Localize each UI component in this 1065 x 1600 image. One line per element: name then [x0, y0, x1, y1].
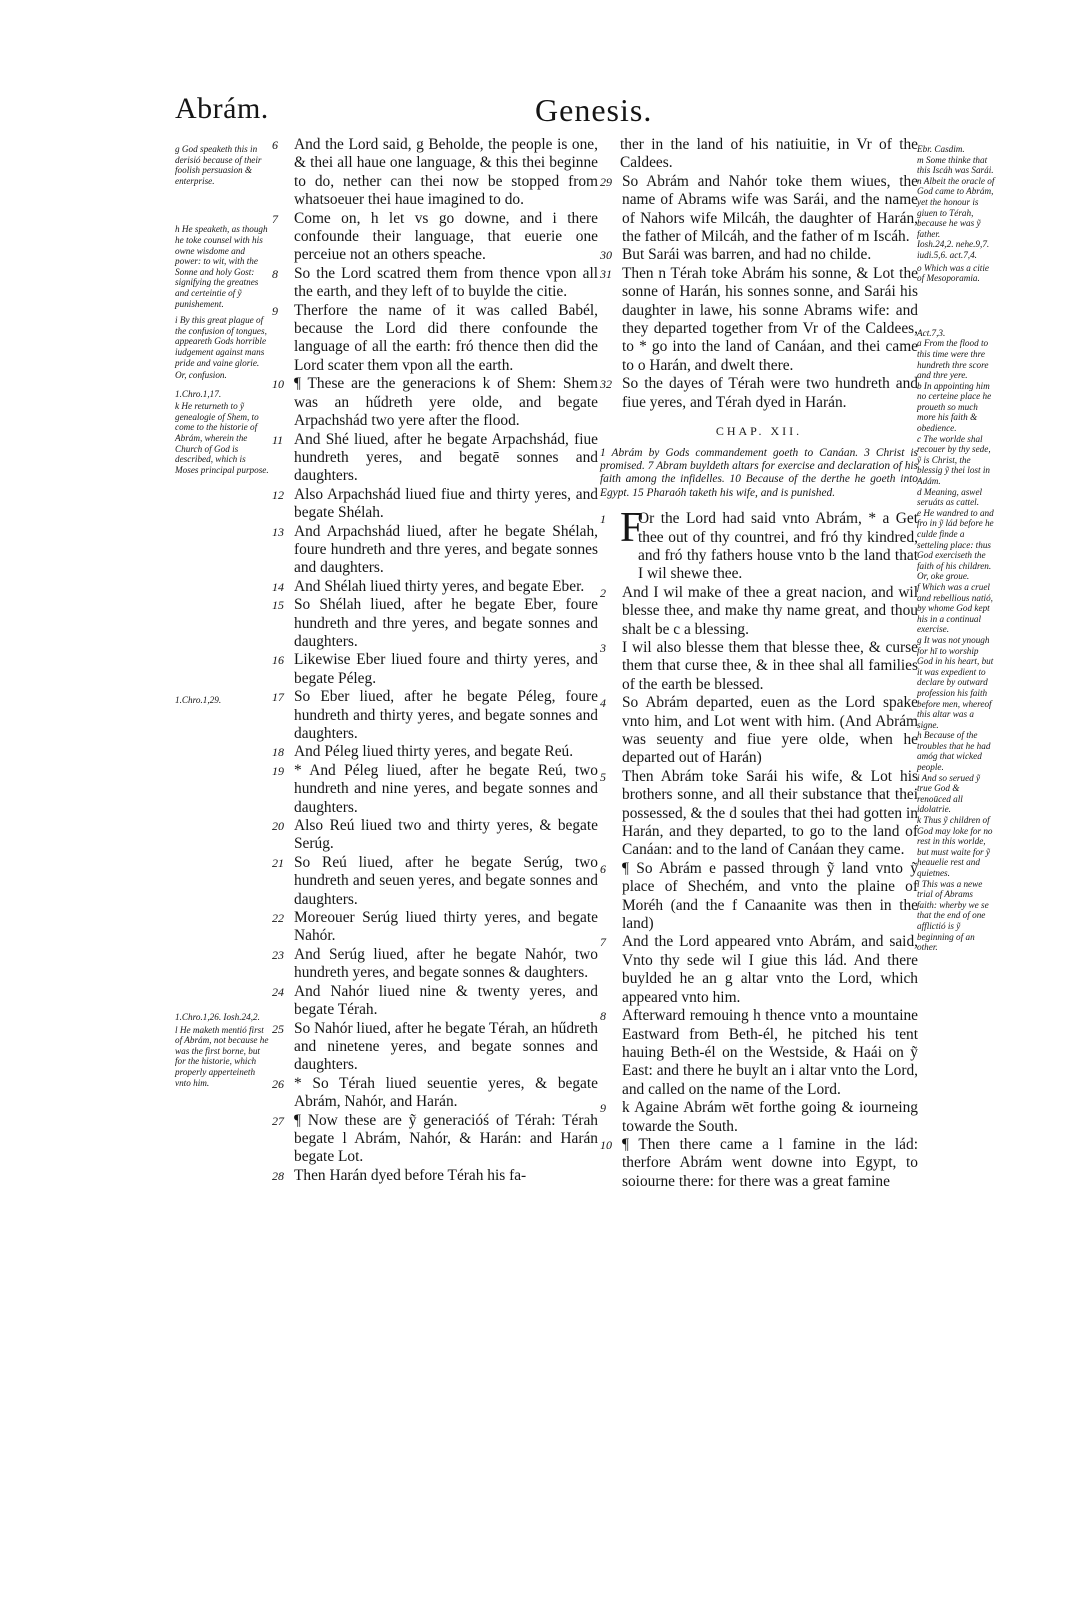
margin-note: c The worlde shal recouer by thy sede, ỹ is Christ, the blessig ỹ thei lost in Adám.: [917, 433, 991, 487]
verse: [272, 1167, 598, 1185]
verse: [272, 1112, 598, 1167]
margin-note: 1.Chro.1,26. Iosh.24,2.: [175, 1012, 260, 1023]
margin-note: 1.Chro.1,17.: [175, 388, 222, 399]
verse-number: 6: [600, 861, 606, 876]
margin-note: i And so serued ỹ true God & renoūced all idolatrie.: [917, 772, 981, 815]
verse: [272, 651, 598, 688]
verse: [600, 375, 918, 412]
verse-number: 4: [600, 696, 606, 711]
page-header: [175, 92, 995, 136]
verse-text: Then Harán dyed before Térah his fa-: [294, 1166, 527, 1184]
verse-number: 1: [600, 512, 606, 527]
verse-number: 10: [272, 377, 284, 392]
verse-text: * And Péleg liued, after he begate Reú, two hundreth and nine yeres, and begate sonnes and daughters.: [294, 761, 598, 816]
verse-text: I wil also blesse them that blesse thee, & curse them that curse thee, & in thee shal all families of the earth be blessed.: [622, 638, 918, 693]
verse-text: And the Lord appeared vnto Abrám, and said, Vnto thy sede wil I giue this lád. And there buylded he an g altar vnto the Lord, which appeared vnto him.: [622, 933, 918, 1006]
verse: [600, 265, 918, 375]
verse-number: 20: [272, 819, 284, 834]
verse-text: And Shé liued, after he begate Arpachshád, fiue hundreth yeres, and begatē sonnes and daughters.: [294, 430, 598, 485]
margin-note: n Albeit the oracle of God came to Abrám, yet the honour is giuen to Térah, because he was ỹ father.: [917, 175, 995, 239]
verse: [272, 946, 598, 983]
verse-number: 31: [600, 266, 612, 281]
verse: [272, 1020, 598, 1075]
verse: [272, 762, 598, 817]
verse-number: 30: [600, 248, 612, 263]
verse: [272, 302, 598, 376]
running-head: Abrám.: [175, 92, 269, 125]
margin-note: Or, confusion.: [175, 370, 227, 381]
verse: [272, 817, 598, 854]
verse-number: 8: [600, 1009, 606, 1024]
margin-note: Act.7,3.: [917, 327, 946, 338]
verse: [600, 933, 918, 1007]
verse-number: 9: [272, 303, 278, 318]
verse-text: Then n Térah toke Abrám his sonne, & Lot the sonne of Harán, his sonnes sonne, and Sarái his daughter in lawe, his sonne Abrams wife: and they departed together from Vr of the Caldees, to * go into the land of Canáan, and thei came to o Harán, and dwelt there.: [622, 264, 918, 374]
verse: [600, 860, 918, 934]
verse-number: 8: [272, 266, 278, 281]
verse-number: 21: [272, 855, 284, 870]
verse-number: 6: [272, 138, 278, 152]
verse-number: 17: [272, 690, 284, 705]
verse: [600, 1007, 918, 1099]
verse-number: 27: [272, 1113, 284, 1128]
margin-note: 1.Chro.1,29.: [175, 695, 222, 706]
verse-number: 24: [272, 984, 284, 999]
verse-number: 10: [600, 1137, 612, 1152]
verse: [272, 578, 598, 596]
verse-text: Moreouer Serúg liued thirty yeres, and begate Nahór.: [294, 909, 598, 945]
verse-text: But Sarái was barren, and had no childe.: [622, 246, 872, 264]
verse-text: So Nahór liued, after he begate Térah, an hűdreth and ninetene yeres, and begate sonnes and daughters.: [294, 1019, 598, 1074]
verse: [600, 246, 918, 264]
right-margin-notes: [917, 144, 995, 953]
verse-number: 18: [272, 745, 284, 760]
verse: [600, 584, 918, 639]
verse-text: ¶ So Abrám e passed through ỹ land vnto ỹ place of Shechém, and vnto the plaine of Moréh (and the f Canaanite was then in the land): [622, 859, 918, 933]
verse-text: * So Térah liued seuentie yeres, & begate Abrám, Nahór, and Harán.: [294, 1074, 598, 1111]
margin-note: Or, oke groue.: [917, 571, 970, 582]
verse-text: Also Arpachshád liued fiue and thirty yeres, and begate Shélah.: [294, 485, 598, 522]
verse: [600, 136, 918, 173]
verse-number: 9: [600, 1101, 606, 1116]
verse: [272, 596, 598, 651]
margin-note: g It was not ynough for hī to worship God in his heart, but it was expedient to declare by outward profession his faith before men, whereof this altar was a signe.: [917, 634, 994, 730]
margin-note: d Meaning, aswel seruáts as cattel.: [917, 486, 983, 508]
verse-text: Likewise Eber liued foure and thirty yeres, and begate Péleg.: [294, 651, 598, 687]
verse-text: ¶ Then there came a l famine in the lád: therfore Abrám went downe into Egypt, to soiourne there: for there was a great famine: [622, 1135, 918, 1190]
verse-text: And I wil make of thee a great nacion, and wil blesse thee, and make thy name great, and thou shalt be c a blessing.: [622, 583, 918, 638]
verse-text: Also Reú liued two and thirty yeres, & begate Serúg.: [294, 817, 598, 853]
verse-text: ther in the land of his natiuitie, in Vr of the Caldees.: [620, 136, 918, 172]
verse-number: 13: [272, 524, 284, 539]
verse-text: And Péleg liued thirty yeres, and begate Reú.: [294, 743, 574, 761]
verse: [272, 688, 598, 743]
verse: [272, 854, 598, 909]
verse: [600, 505, 918, 584]
verse: [600, 1099, 918, 1136]
verse-number: 2: [600, 585, 606, 600]
verse-number: 7: [600, 935, 606, 950]
verse-number: 11: [272, 432, 284, 447]
verse: [272, 1075, 598, 1112]
chapter-argument: 1 Abrám by Gods commandement goeth to Canáan. 3 Christ is promised. 7 Abram buyldeth altars for exercise and declaration of his faith among the infidelles. 10 Because of the derthe he goeth into Egypt. 15 Pharaóh taketh his wife, and is punished.: [600, 446, 918, 499]
verse-text: So Shélah liued, after he begate Eber, foure hundreth and thre yeres, and begate sonnes and daughters.: [294, 596, 598, 650]
verse-text: And the Lord said, g Beholde, the people is one, & thei all haue one language, & this thei beginne to do, nether can thei now be stopped from whatsoeuer thei haue imagined to do.: [294, 136, 598, 209]
verse-number: 26: [272, 1076, 284, 1091]
verse: [272, 431, 598, 486]
verse-text: So the dayes of Térah were two hundreth and fiue yeres, and Térah dyed in Harán.: [622, 375, 918, 411]
right-text-column: [600, 136, 918, 1191]
verse-number: 5: [600, 769, 606, 784]
verse-number: 7: [272, 211, 278, 226]
margin-note: h Because of the troubles that he had amóg that wicked people.: [917, 730, 991, 773]
margin-note: b In appointing him no certeine place he proueth so much more his faith & obedience.: [917, 380, 992, 434]
verse-text: Or the Lord had said vnto Abrám, * a Get thee out of thy countrei, and fró thy kindred, and fró thy fathers house vnto b the land that I wil shewe thee.: [638, 510, 918, 583]
verse: [272, 743, 598, 761]
verse: [272, 983, 598, 1020]
verse-number: 32: [600, 377, 612, 392]
margin-note: f Which was a cruel and rebellious natió, by whome God kept his in a continual exercise.: [917, 581, 993, 635]
left-text-column: [272, 136, 598, 1185]
verse-text: ¶ Now these are ỹ generacióś of Térah: Térah begate l Abrám, Nahór, & Harán: and Harán begate Lot.: [294, 1111, 598, 1166]
verse: [272, 375, 598, 430]
margin-note: a From the flood to this time were thre hundreth thre score and thre yere.: [917, 338, 989, 381]
margin-note: i By this great plague of the confusion of tongues, appeareth Gods horrible iudgement against mans pride and vaine glorie.: [175, 315, 267, 368]
verse-number: 3: [600, 640, 606, 655]
verse: [272, 909, 598, 946]
verse: [272, 486, 598, 523]
verse-text: Come on, h let vs go downe, and i there confounde their language, that euerie one perceiue not an others speache.: [294, 209, 598, 264]
margin-note: h He speaketh, as though he toke counsel with his owne wisdome and power: to wit, with the Sonne and holy Gost: signifying the greatnes and certeintie of ỹ punishement.: [175, 224, 268, 309]
verse-number: 14: [272, 579, 284, 594]
verse-number: 19: [272, 763, 284, 778]
verse-text: So the Lord scatred them from thence vpon all the earth, and they left of to buylde the citie.: [294, 264, 598, 301]
verse-text: k Againe Abrám wēt forthe going & iourneing towarde the South.: [622, 1099, 918, 1135]
verse-text: So Abrám departed, euen as the Lord spake vnto him, and Lot went with him. (And Abrám was seuenty and fiue yere olde, when he departed out of Harán): [622, 694, 918, 767]
verse-text: And Arpachshád liued, after he begate Shélah, foure hundreth and thre yeres, and begate sonnes and daughters.: [294, 522, 598, 577]
verse-text: Afterward remouing h thence vnto a mountaine Eastward from Beth-él, he pitched his tent hauing Beth-él on the Westside, & Haái on ỹ East: and there he buylt an i altar vnto the Lord, and called on the name of the Lord.: [622, 1007, 918, 1098]
verse-number: 15: [272, 598, 284, 613]
verse-number: 29: [600, 174, 612, 189]
margin-note: Ebr. Casdim.: [917, 144, 965, 154]
chapter-heading: CHAP. XII.: [715, 424, 803, 439]
book-title: Genesis.: [535, 92, 653, 128]
verse: [272, 523, 598, 578]
verse-number: 25: [272, 1021, 284, 1036]
verse: [600, 173, 918, 247]
verse: [272, 265, 598, 302]
verse: [600, 768, 918, 860]
verse-text: And Nahór liued nine & twenty yeres, and begate Térah.: [294, 982, 598, 1019]
verse-number: 22: [272, 911, 284, 926]
verse-text: ¶ These are the generacions k of Shem: Shem was an hűdreth yere olde, and begate Arpachshád two yere after the flood.: [294, 375, 598, 430]
margin-note: k Thus ỹ children of God may loke for no rest in this worlde, but must waite for ỹ heauelie rest and quietnes.: [917, 815, 993, 878]
margin-note: g God speaketh this in derisió because of their foolish persuasion & enterprise.: [175, 144, 262, 186]
verse-text: So Eber liued, after he begate Péleg, foure hundreth and thirty yeres, and begate sonnes and daughters.: [294, 688, 598, 742]
verse-number: 12: [272, 487, 284, 502]
verse-text: So Reú liued, after he begate Serúg, two hundreth and seuen yeres, and begate sonnes and daughters.: [294, 853, 598, 908]
verse: [600, 694, 918, 768]
verse: [600, 639, 918, 694]
verse-text: Therfore the name of it was called Babél, because the Lord did there confounde the language of all the earth: fró thence then did the Lord scater them vpon all the earth.: [294, 301, 598, 374]
verse-text: And Shélah liued thirty yeres, and begate Eber.: [294, 577, 585, 595]
margin-note: k He returneth to ỹ genealogie of Shem, to come to the historie of Abrám, wherein the Church of God is described, which is Moses principal purpose.: [175, 401, 269, 475]
margin-note: m Some thinke that this Iscáh was Sarái.: [917, 154, 994, 176]
margin-note: e He wandred to and fro in ỹ lád before he culde finde a setteling place: thus God exerciseth the faith of his children.: [917, 507, 994, 571]
verse-number: 16: [272, 653, 284, 668]
verse: [272, 136, 598, 210]
margin-note: Iosh.24,2. nehe.9,7. iudi.5,6. act.7,4.: [917, 239, 990, 260]
margin-note: l This was a newe trial of Abrams faith: wherby we se that the end of one afflictió is ỹ beginning of an other.: [917, 878, 989, 953]
verse-number: 23: [272, 947, 284, 962]
left-margin-notes: [175, 144, 271, 1094]
drop-cap: F: [620, 505, 644, 552]
verse: [272, 210, 598, 265]
verse-text: So Abrám and Nahór toke them wiues, the name of Abrams wife was Sarái, and the name of Nahors wife Milcáh, the daughter of Harán, the father of Milcáh, and the father of m Iscáh.: [622, 172, 918, 246]
margin-note: o Which was a citie of Mesoporamia.: [917, 262, 989, 284]
margin-note: l He maketh mentió first of Abrám, not because he was the first borne, but for the historie, which properly apperteineth vnto him.: [175, 1024, 269, 1088]
verse-text: And Serúg liued, after he begate Nahór, two hundreth yeres, and begate sonnes & daughters.: [294, 945, 598, 982]
verse-number: 28: [272, 1168, 284, 1183]
verse-text: Then Abrám toke Sarái his wife, & Lot his brothers sonne, and all their substance that thei possessed, & the d soules that thei had gotten in Harán, and they departed, to go to the land of Canáan: and to the land of Canáan they came.: [622, 767, 918, 859]
verse: [600, 1136, 918, 1191]
